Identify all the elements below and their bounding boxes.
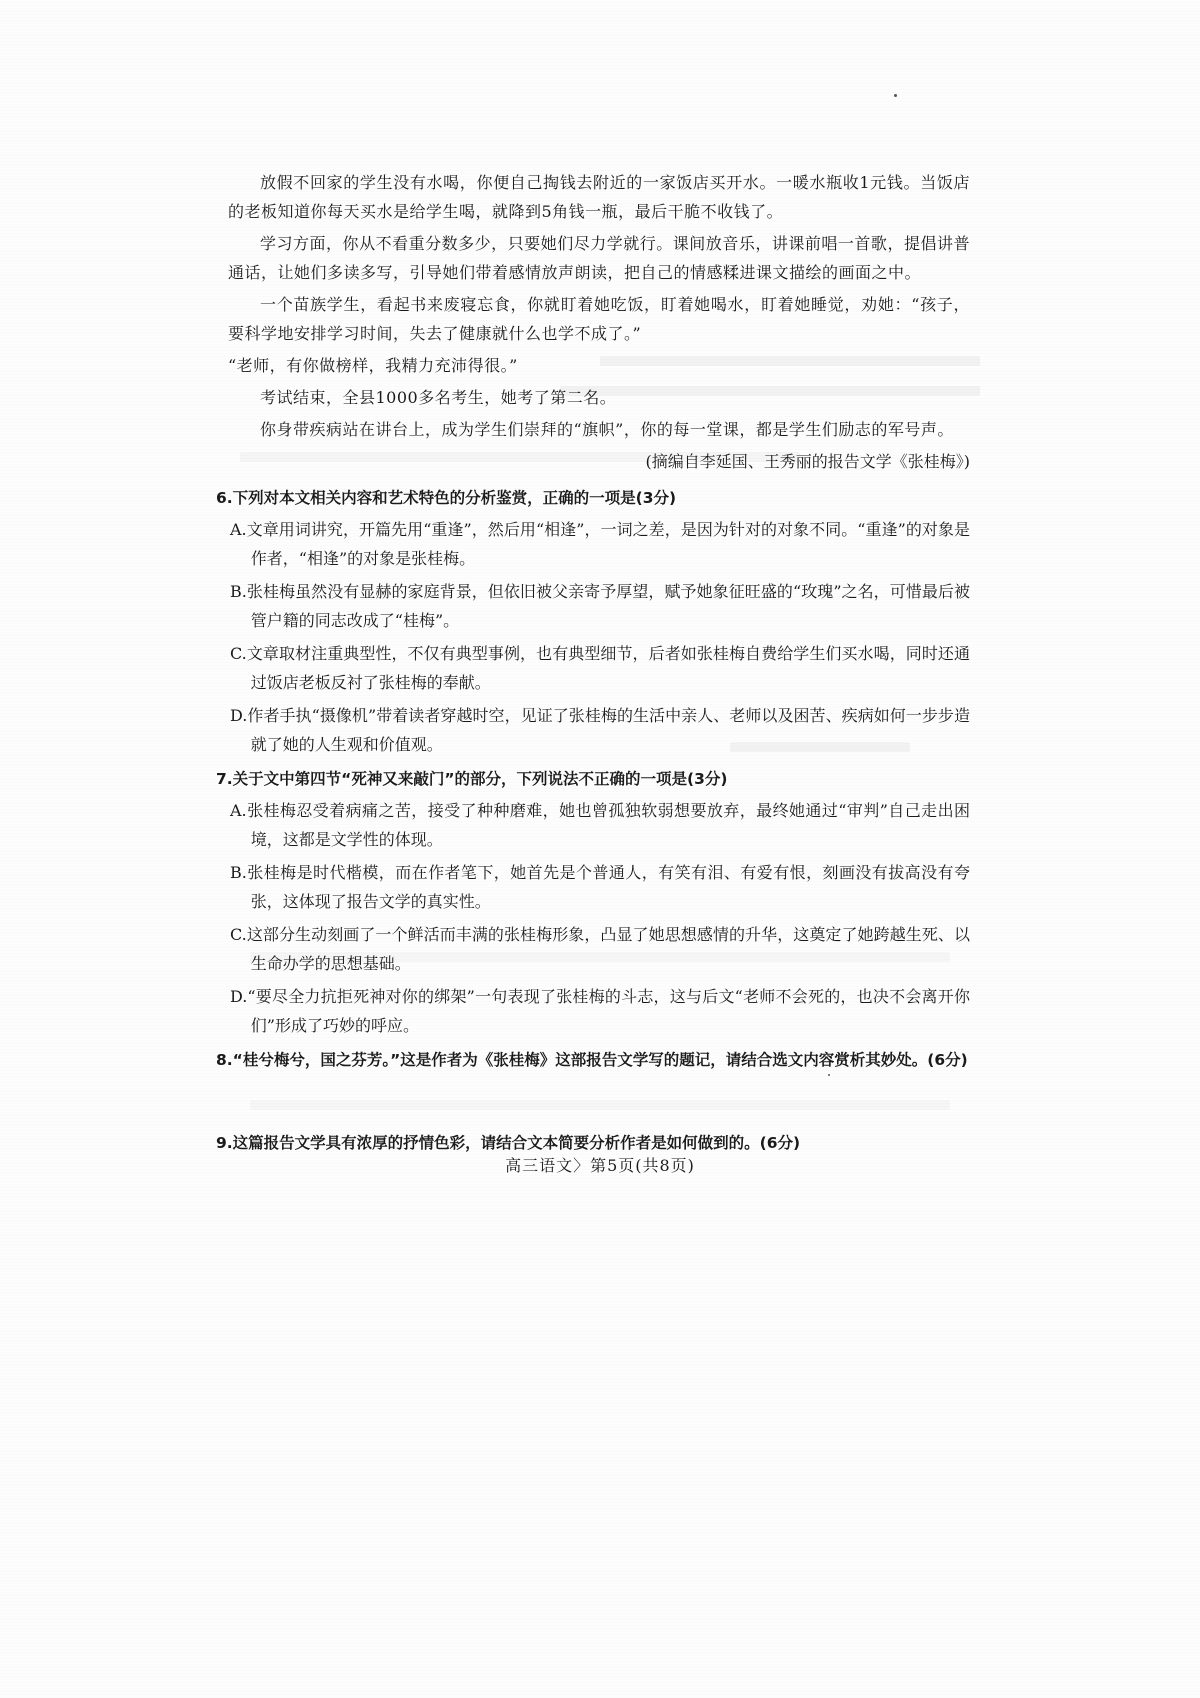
- question-7-option-b: B.张桂梅是时代楷模，而在作者笔下，她首先是个普通人，有笑有泪、有爱有恨，刻画没有拔高没有夸张，这体现了报告文学的真实性。: [230, 863, 970, 911]
- question-8-stem: 8.“桂兮梅兮，国之芬芳。”这是作者为《张桂梅》这部报告文学写的题记，请结合选文内容赏析其妙处。(6分): [216, 1051, 968, 1069]
- question-8-answer-space: [228, 1077, 970, 1123]
- question-6-stem: 6.下列对本文相关内容和艺术特色的分析鉴赏，正确的一项是(3分): [216, 489, 677, 507]
- question-6-option-c: C.文章取材注重典型性，不仅有典型事例，也有典型细节，后者如张桂梅自费给学生们买水喝，同时还通过饭店老板反衬了张桂梅的奉献。: [230, 644, 970, 692]
- passage-paragraph-2: 学习方面，你从不看重分数多少，只要她们尽力学就行。课间放音乐，讲课前唱一首歌，提倡讲普通话，让她们多读多写，引导她们带着感情放声朗读，把自己的情感糅进课文描绘的画面之中。: [228, 234, 970, 282]
- question-7-option-d: D.“要尽全力抗拒死神对你的绑架”一句表现了张桂梅的斗志，这与后文“老师不会死的，也决不会离开你们”形成了巧妙的呼应。: [230, 987, 970, 1035]
- scan-speck: [894, 94, 897, 97]
- question-7-option-a: A.张桂梅忍受着病痛之苦，接受了种种磨难，她也曾孤独软弱想要放弃，最终她通过“审判”自己走出困境，这都是文学性的体现。: [230, 801, 970, 849]
- page-footer: 高三语文〉第5页(共8页): [505, 1156, 695, 1175]
- question-6-option-a: A.文章用词讲究，开篇先用“重逢”，然后用“相逢”，一词之差，是因为针对的对象不同。“重逢”的对象是作者，“相逢”的对象是张桂梅。: [230, 520, 970, 568]
- passage-paragraph-4: “老师，有你做榜样，我精力充沛得很。”: [228, 356, 518, 375]
- page-content: [216, 168, 970, 1160]
- passage-source: (摘编自李延国、王秀丽的报告文学《张桂梅》): [645, 452, 970, 471]
- passage-paragraph-1: 放假不回家的学生没有水喝，你便自己掏钱去附近的一家饭店买开水。一暖水瓶收1元钱。当饭店的老板知道你每天买水是给学生喝，就降到5角钱一瓶，最后干脆不收钱了。: [228, 173, 970, 221]
- passage-paragraph-5: 考试结束，全县1000多名考生，她考了第二名。: [260, 388, 617, 407]
- passage-paragraph-6: 你身带疾病站在讲台上，成为学生们崇拜的“旗帜”，你的每一堂课，都是学生们励志的军号声。: [260, 420, 954, 439]
- question-6-option-d: D.作者手执“摄像机”带着读者穿越时空，见证了张桂梅的生活中亲人、老师以及困苦、疾病如何一步步造就了她的人生观和价值观。: [230, 706, 970, 754]
- question-6-option-b: B.张桂梅虽然没有显赫的家庭背景，但依旧被父亲寄予厚望，赋予她象征旺盛的“玫瑰”之名，可惜最后被管户籍的同志改成了“桂梅”。: [230, 582, 970, 630]
- question-7-option-c: C.这部分生动刻画了一个鲜活而丰满的张桂梅形象，凸显了她思想感情的升华，这奠定了她跨越生死、以生命办学的思想基础。: [230, 925, 970, 973]
- question-9-stem: 9.这篇报告文学具有浓厚的抒情色彩，请结合文本简要分析作者是如何做到的。(6分): [216, 1134, 801, 1152]
- passage-paragraph-3: 一个苗族学生，看起书来废寝忘食，你就盯着她吃饭，盯着她喝水，盯着她睡觉，劝她：“孩子，要科学地安排学习时间，失去了健康就什么也学不成了。”: [228, 295, 970, 343]
- question-7-stem: 7.关于文中第四节“死神又来敲门”的部分，下列说法不正确的一项是(3分): [216, 770, 728, 788]
